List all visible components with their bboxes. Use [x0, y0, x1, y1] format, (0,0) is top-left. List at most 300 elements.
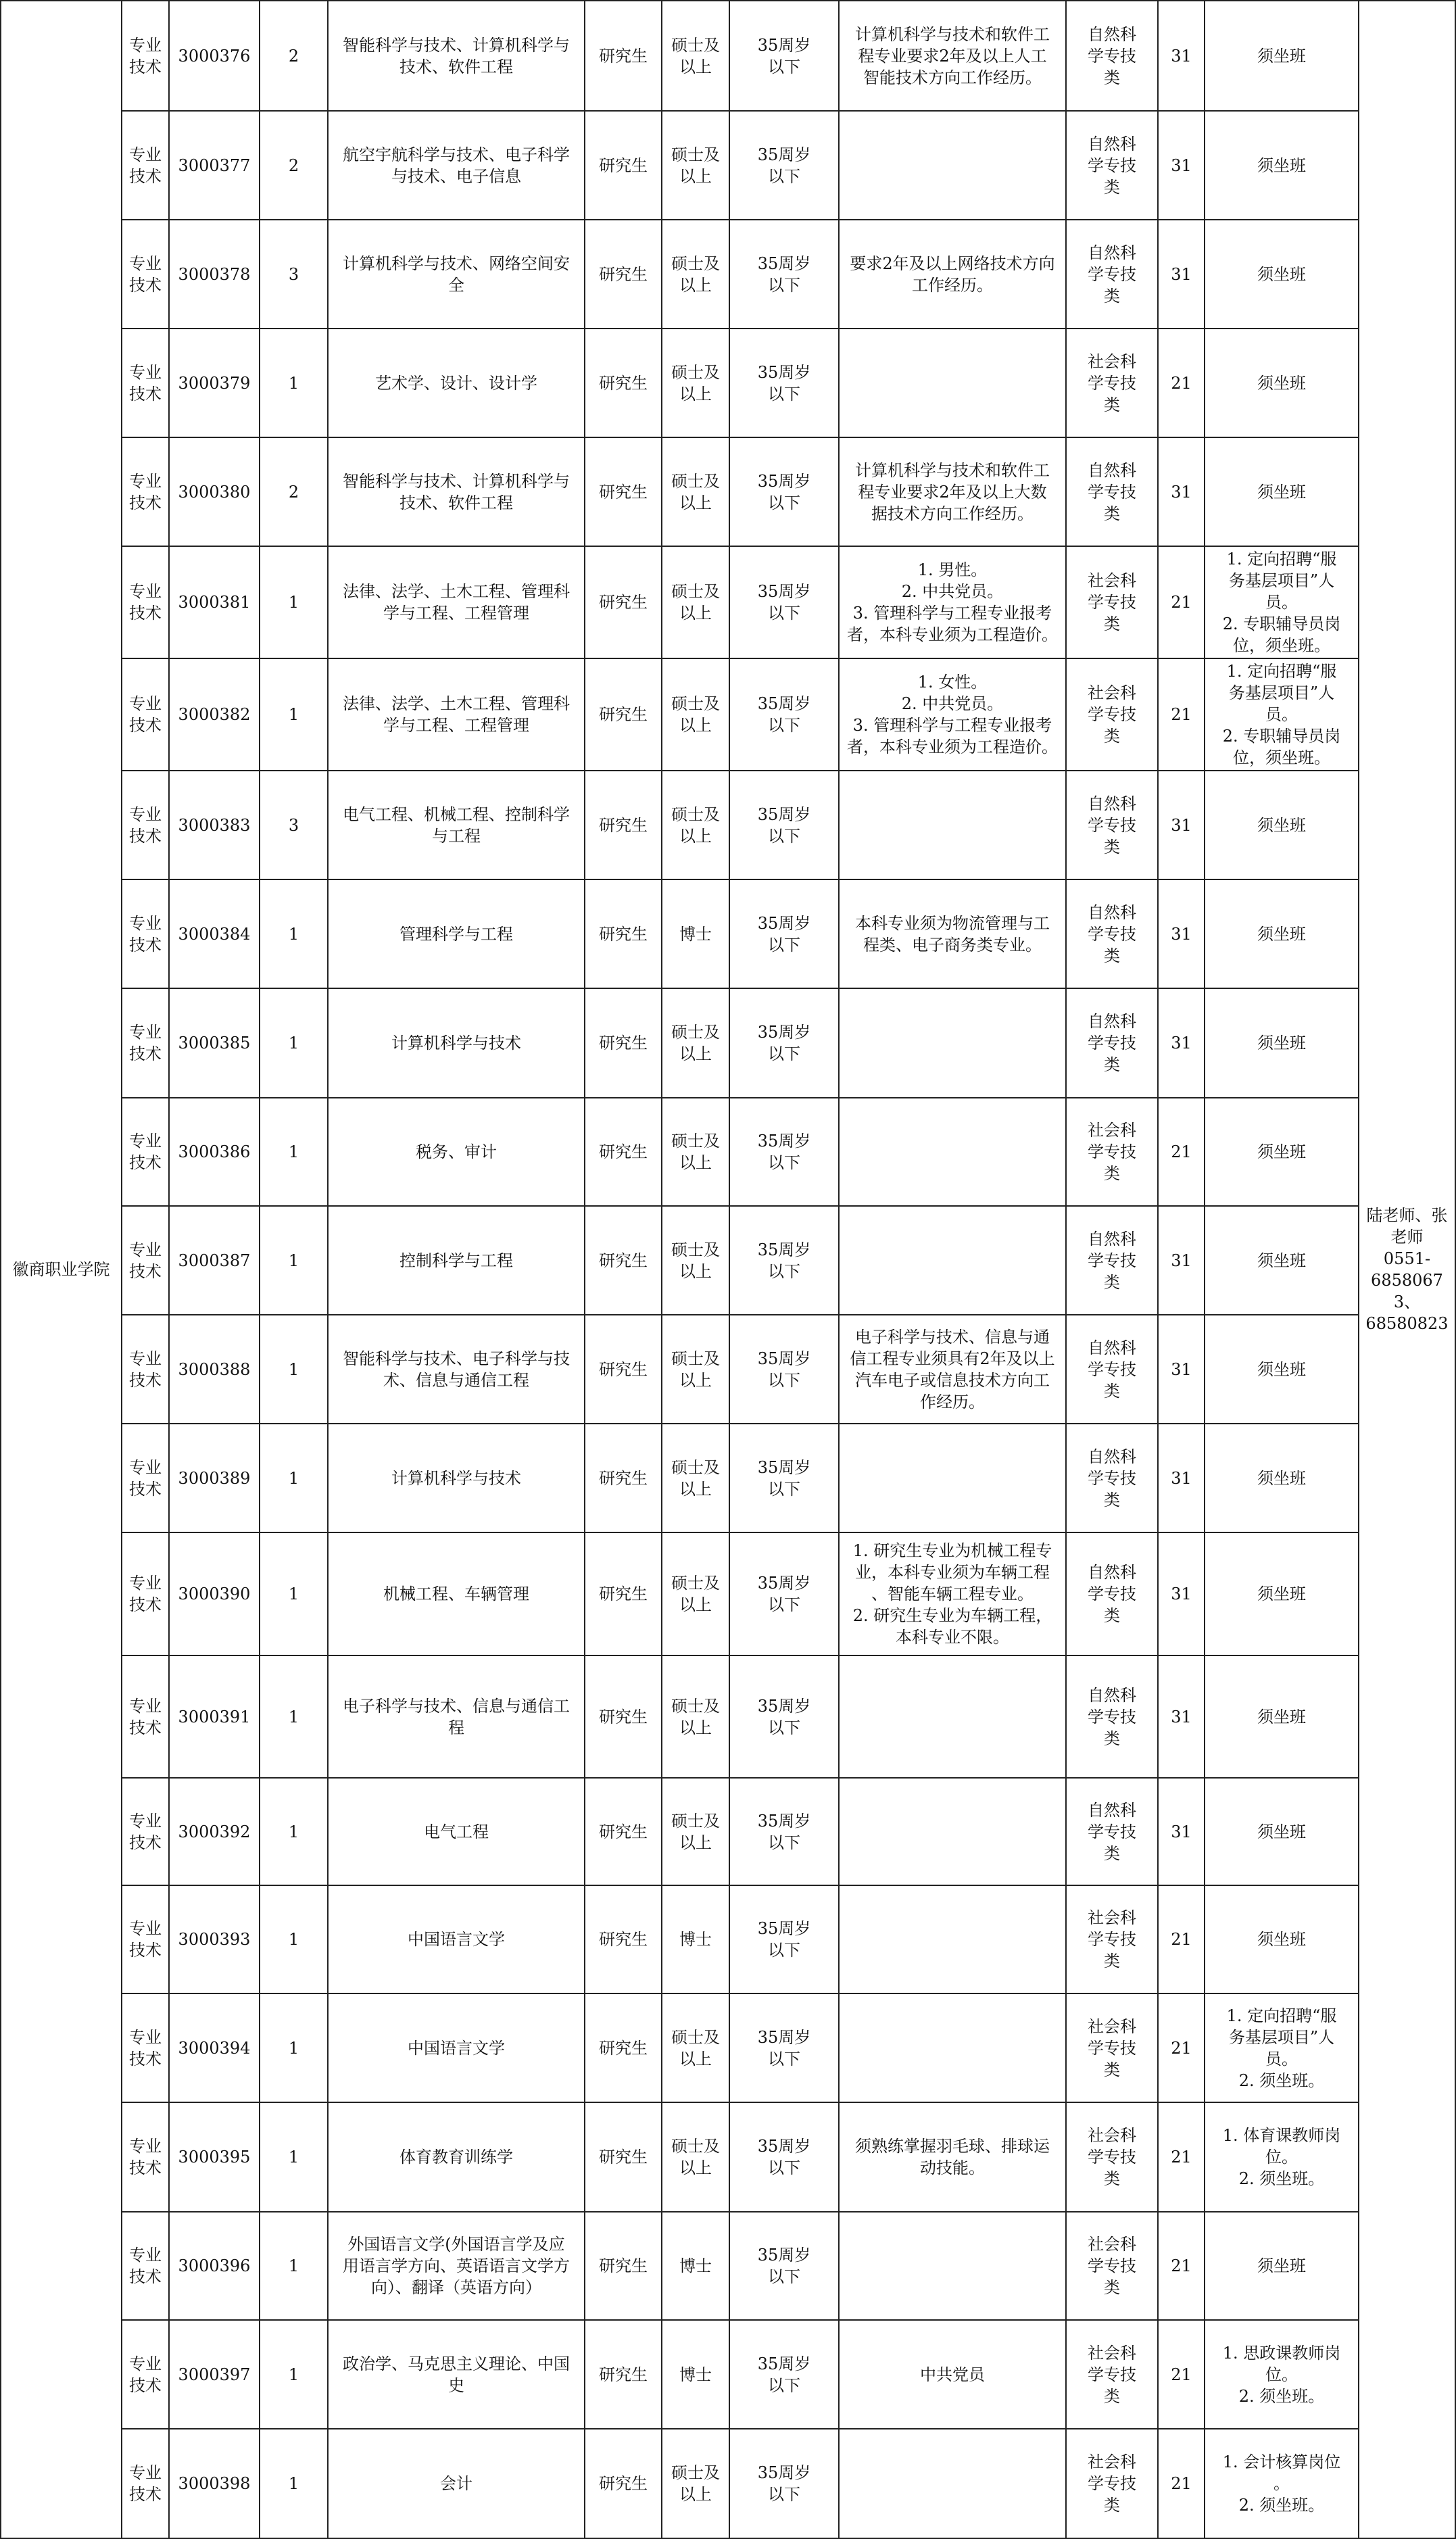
headcount-cell: 3: [260, 220, 328, 329]
exam-code-cell: 21: [1158, 2429, 1205, 2538]
other-requirements-cell: [839, 2212, 1066, 2320]
remarks-cell: [1205, 988, 1359, 1098]
headcount-cell: 1: [260, 658, 328, 771]
other-requirements-line: 汽车电子或信息技术方向工: [855, 1370, 1050, 1390]
exam-category-line: 自然科: [1088, 1447, 1136, 1466]
degree-line: 硕士及: [671, 2463, 720, 2482]
remarks-line: 1. 定向招聘“服: [1226, 662, 1337, 681]
post-type-line: 技术: [129, 2267, 162, 2286]
major-line: 术、信息与通信工程: [383, 1370, 529, 1390]
exam-category-line: 类: [1104, 614, 1120, 633]
contact-cell: [1359, 1, 1455, 2538]
exam-category-line: 学专技: [1088, 373, 1136, 393]
age-line: 35周岁: [757, 582, 811, 601]
age-cell: [729, 1778, 839, 1885]
exam-code-cell: 31: [1158, 437, 1205, 546]
remarks-line: 位，须坐班。: [1233, 748, 1330, 767]
post-type-line: 专业: [129, 145, 162, 164]
exam-category-line: 社会科: [1088, 352, 1136, 371]
degree-line: 硕士及: [671, 582, 720, 601]
post-type-cell: [122, 771, 169, 879]
post-type-line: 技术: [129, 57, 162, 76]
education-cell: 研究生: [585, 1098, 662, 1206]
age-line: 以下: [768, 1941, 800, 1960]
age-line: 以下: [768, 604, 800, 623]
major-cell: [328, 329, 585, 437]
major-line: 与工程: [432, 826, 481, 846]
other-requirements-line: 程专业要求2年及以上人工: [858, 46, 1047, 66]
table-row: [1, 1206, 1455, 1315]
post-type-line: 技术: [129, 2049, 162, 2069]
exam-category-cell: [1066, 2102, 1158, 2212]
education-cell: 研究生: [585, 1993, 662, 2102]
exam-category-cell: [1066, 111, 1158, 220]
degree-cell: [662, 1532, 729, 1655]
headcount-cell: 2: [260, 1, 328, 111]
exam-category-cell: [1066, 1885, 1158, 1993]
major-line: 会计: [440, 2474, 472, 2493]
other-requirements-cell: [839, 2429, 1066, 2538]
exam-category-line: 自然科: [1088, 1229, 1136, 1249]
major-line: 法律、法学、土木工程、管理科: [343, 582, 570, 601]
table-row: [1, 879, 1455, 988]
other-requirements-line: 本科专业须为物流管理与工: [855, 913, 1050, 933]
age-cell: [729, 2429, 839, 2538]
degree-line: 以上: [679, 1833, 712, 1852]
exam-code-cell: 31: [1158, 1532, 1205, 1655]
age-cell: [729, 1, 839, 111]
post-type-line: 技术: [129, 1833, 162, 1852]
post-type-line: 技术: [129, 2485, 162, 2504]
post-code-cell: 3000383: [169, 771, 260, 879]
major-line: 计算机科学与技术: [391, 1468, 521, 1488]
exam-category-line: 类: [1104, 2278, 1120, 2297]
exam-category-line: 自然科: [1088, 1685, 1136, 1705]
exam-category-line: 类: [1104, 946, 1120, 965]
other-requirements-line: 据技术方向工作经历。: [871, 504, 1034, 523]
age-line: 35周岁: [757, 2137, 811, 2156]
age-line: 以下: [768, 2267, 800, 2286]
exam-category-cell: [1066, 1206, 1158, 1315]
remarks-cell: [1205, 2212, 1359, 2320]
post-type-line: 技术: [129, 716, 162, 735]
age-line: 以下: [768, 1153, 800, 1172]
post-type-line: 技术: [129, 1044, 162, 1063]
post-code-cell: 3000391: [169, 1655, 260, 1778]
post-type-line: 技术: [129, 1479, 162, 1499]
exam-category-cell: [1066, 2429, 1158, 2538]
major-line: 与技术、电子信息: [391, 166, 521, 186]
contact-line: 陆老师、张: [1366, 1206, 1448, 1225]
education-cell: 研究生: [585, 1315, 662, 1424]
major-line: 中国语言文学: [408, 1930, 505, 1949]
remarks-line: 须坐班: [1257, 155, 1306, 175]
exam-code-cell: 31: [1158, 1778, 1205, 1885]
degree-line: 以上: [679, 1718, 712, 1737]
headcount-cell: 1: [260, 1655, 328, 1778]
table-body: [1, 1, 1455, 2538]
exam-code-cell: 21: [1158, 329, 1205, 437]
headcount-cell: 1: [260, 1885, 328, 1993]
age-line: 以下: [768, 275, 800, 295]
age-line: 35周岁: [757, 2027, 811, 2047]
exam-category-line: 学专技: [1088, 46, 1136, 66]
degree-cell: [662, 220, 729, 329]
age-line: 35周岁: [757, 1349, 811, 1368]
exam-code-cell: 31: [1158, 220, 1205, 329]
post-type-line: 专业: [129, 2463, 162, 2482]
education-cell: 研究生: [585, 2429, 662, 2538]
table-row: [1, 2429, 1455, 2538]
post-type-line: 技术: [129, 2375, 162, 2395]
exam-category-line: 自然科: [1088, 134, 1136, 153]
exam-category-line: 类: [1104, 2169, 1120, 2188]
degree-line: 以上: [679, 275, 712, 295]
major-line: 艺术学、设计、设计学: [375, 373, 537, 393]
age-cell: [729, 1532, 839, 1655]
exam-category-line: 类: [1104, 2496, 1120, 2515]
remarks-cell: [1205, 1885, 1359, 1993]
headcount-cell: 1: [260, 879, 328, 988]
major-line: 史: [448, 2375, 464, 2395]
degree-cell: [662, 2212, 729, 2320]
post-code-cell: 3000377: [169, 111, 260, 220]
exam-category-line: 类: [1104, 1272, 1120, 1292]
exam-category-line: 学专技: [1088, 1251, 1136, 1270]
remarks-cell: [1205, 111, 1359, 220]
education-cell: 研究生: [585, 329, 662, 437]
exam-category-line: 学专技: [1088, 593, 1136, 612]
post-type-line: 专业: [129, 2027, 162, 2047]
post-code-cell: 3000397: [169, 2320, 260, 2429]
other-requirements-cell: [839, 2102, 1066, 2212]
remarks-line: 须坐班: [1257, 2256, 1306, 2275]
major-line: 技术、软件工程: [399, 57, 513, 76]
exam-category-cell: [1066, 1655, 1158, 1778]
post-type-line: 技术: [129, 1941, 162, 1960]
age-cell: [729, 1206, 839, 1315]
age-cell: [729, 546, 839, 658]
remarks-line: 2. 专职辅导员岗: [1222, 727, 1341, 746]
major-line: 计算机科学与技术: [391, 1034, 521, 1053]
exam-category-line: 类: [1104, 395, 1120, 414]
remarks-cell: [1205, 437, 1359, 546]
exam-code-cell: 31: [1158, 1655, 1205, 1778]
table-row: [1, 1885, 1455, 1993]
degree-line: 硕士及: [671, 362, 720, 382]
post-type-cell: [122, 546, 169, 658]
contact-line: 老师: [1390, 1228, 1424, 1247]
remarks-line: 须坐班: [1257, 924, 1306, 944]
post-code-cell: 3000382: [169, 658, 260, 771]
degree-line: 硕士及: [671, 145, 720, 164]
headcount-cell: 1: [260, 1993, 328, 2102]
exam-code-cell: 21: [1158, 1098, 1205, 1206]
age-line: 35周岁: [757, 2463, 811, 2482]
major-cell: [328, 1098, 585, 1206]
headcount-cell: 1: [260, 546, 328, 658]
degree-line: 以上: [679, 1595, 712, 1614]
remarks-line: 须坐班: [1257, 1822, 1306, 1841]
education-cell: 研究生: [585, 2320, 662, 2429]
exam-category-line: 类: [1104, 68, 1120, 87]
post-type-line: 技术: [129, 493, 162, 512]
post-code-cell: 3000385: [169, 988, 260, 1098]
age-line: 35周岁: [757, 1132, 811, 1151]
other-requirements-cell: [839, 879, 1066, 988]
major-cell: [328, 2429, 585, 2538]
other-requirements-line: 工作经历。: [912, 275, 993, 295]
exam-code-cell: 31: [1158, 879, 1205, 988]
remarks-cell: [1205, 1778, 1359, 1885]
post-type-line: 专业: [129, 2354, 162, 2373]
major-line: 外国语言文学(外国语言学及应: [347, 2235, 565, 2254]
unit-name-cell: 徽商职业学院: [1, 1, 122, 2538]
other-requirements-line: 业，本科专业须为车辆工程: [855, 1563, 1050, 1582]
degree-line: 硕士及: [671, 1696, 720, 1716]
exam-category-line: 类: [1104, 1843, 1120, 1863]
post-type-cell: [122, 2102, 169, 2212]
major-line: 管理科学与工程: [399, 924, 513, 944]
age-cell: [729, 1315, 839, 1424]
age-line: 35周岁: [757, 2354, 811, 2373]
exam-category-line: 自然科: [1088, 24, 1136, 44]
other-requirements-line: 本科专业不限。: [896, 1628, 1009, 1647]
headcount-cell: 1: [260, 2320, 328, 2429]
post-type-cell: [122, 220, 169, 329]
remarks-line: 须坐班: [1257, 1585, 1306, 1603]
age-line: 35周岁: [757, 2246, 811, 2265]
remarks-line: 位。: [1265, 2365, 1298, 2384]
table-row: [1, 658, 1455, 771]
remarks-cell: [1205, 1, 1359, 111]
remarks-cell: [1205, 1098, 1359, 1206]
degree-line: 硕士及: [671, 471, 720, 491]
post-type-line: 专业: [129, 2246, 162, 2265]
table-row: [1, 546, 1455, 658]
other-requirements-cell: [839, 2320, 1066, 2429]
degree-line: 以上: [679, 1261, 712, 1281]
table-row: [1, 771, 1455, 879]
post-type-cell: [122, 111, 169, 220]
age-line: 以下: [768, 493, 800, 512]
major-cell: [328, 220, 585, 329]
education-cell: 研究生: [585, 1206, 662, 1315]
major-line: 智能科学与技术、计算机科学与: [343, 471, 570, 491]
other-requirements-line: 3. 管理科学与工程专业报考: [852, 604, 1052, 623]
other-requirements-line: 程专业要求2年及以上大数: [858, 482, 1047, 502]
major-line: 计算机科学与技术、网络空间安: [343, 253, 570, 273]
degree-line: 以上: [679, 1370, 712, 1390]
education-cell: 研究生: [585, 220, 662, 329]
age-cell: [729, 1655, 839, 1778]
post-type-line: 专业: [129, 913, 162, 933]
exam-category-cell: [1066, 1993, 1158, 2102]
post-type-line: 专业: [129, 1696, 162, 1716]
age-line: 以下: [768, 716, 800, 735]
other-requirements-cell: [839, 988, 1066, 1098]
exam-category-cell: [1066, 2320, 1158, 2429]
exam-category-line: 社会科: [1088, 1908, 1136, 1927]
other-requirements-line: 智能技术方向工作经历。: [863, 68, 1042, 87]
education-cell: 研究生: [585, 1, 662, 111]
remarks-line: 1. 定向招聘“服: [1226, 2006, 1337, 2025]
degree-line: 硕士及: [671, 2027, 720, 2047]
age-line: 35周岁: [757, 1023, 811, 1042]
degree-line: 硕士及: [671, 1349, 720, 1368]
degree-line: 以上: [679, 384, 712, 404]
remarks-line: 2. 专职辅导员岗: [1222, 614, 1341, 633]
other-requirements-cell: [839, 1778, 1066, 1885]
degree-line: 博士: [679, 2365, 712, 2384]
age-line: 35周岁: [757, 471, 811, 491]
major-cell: [328, 1993, 585, 2102]
other-requirements-line: 1. 女性。: [917, 673, 988, 692]
major-line: 机械工程、车辆管理: [383, 1585, 529, 1603]
degree-line: 硕士及: [671, 35, 720, 55]
degree-line: 以上: [679, 57, 712, 76]
exam-code-cell: 31: [1158, 1424, 1205, 1532]
major-line: 电气工程: [424, 1822, 489, 1841]
headcount-cell: 1: [260, 2212, 328, 2320]
major-cell: [328, 1206, 585, 1315]
degree-cell: [662, 329, 729, 437]
exam-category-line: 学专技: [1088, 2148, 1136, 2167]
remarks-cell: [1205, 2429, 1359, 2538]
other-requirements-line: 中共党员: [920, 2365, 985, 2384]
age-cell: [729, 329, 839, 437]
exam-code-cell: 21: [1158, 1885, 1205, 1993]
post-type-cell: [122, 1098, 169, 1206]
post-type-cell: [122, 2212, 169, 2320]
other-requirements-cell: [839, 437, 1066, 546]
age-line: 35周岁: [757, 145, 811, 164]
major-cell: [328, 2320, 585, 2429]
age-line: 35周岁: [757, 804, 811, 824]
table-row: [1, 988, 1455, 1098]
degree-line: 硕士及: [671, 1574, 720, 1593]
exam-category-line: 社会科: [1088, 2126, 1136, 2145]
exam-category-line: 类: [1104, 2060, 1120, 2079]
post-type-line: 专业: [129, 362, 162, 382]
contact-line: 68580823: [1365, 1314, 1449, 1333]
post-code-cell: 3000389: [169, 1424, 260, 1532]
post-type-line: 专业: [129, 471, 162, 491]
remarks-line: 位。: [1265, 2148, 1298, 2167]
post-type-cell: [122, 2320, 169, 2429]
exam-code-cell: 31: [1158, 771, 1205, 879]
major-cell: [328, 1, 585, 111]
degree-cell: [662, 437, 729, 546]
exam-category-line: 类: [1104, 2386, 1120, 2406]
exam-category-line: 自然科: [1088, 243, 1136, 262]
remarks-line: 务基层项目”人: [1228, 2027, 1335, 2047]
age-cell: [729, 1993, 839, 2102]
major-line: 程: [448, 1718, 464, 1737]
degree-cell: [662, 2429, 729, 2538]
remarks-line: 须坐班: [1257, 482, 1306, 502]
age-line: 35周岁: [757, 35, 811, 55]
post-code-cell: 3000384: [169, 879, 260, 988]
remarks-cell: [1205, 1206, 1359, 1315]
headcount-cell: 1: [260, 988, 328, 1098]
other-requirements-cell: [839, 1206, 1066, 1315]
degree-cell: [662, 546, 729, 658]
headcount-cell: 2: [260, 437, 328, 546]
exam-category-cell: [1066, 1, 1158, 111]
remarks-cell: [1205, 771, 1359, 879]
major-line: 全: [448, 275, 464, 295]
exam-category-line: 学专技: [1088, 1707, 1136, 1726]
post-type-line: 技术: [129, 1718, 162, 1737]
major-cell: [328, 2212, 585, 2320]
age-line: 35周岁: [757, 694, 811, 713]
other-requirements-cell: [839, 1655, 1066, 1778]
major-line: 电气工程、机械工程、控制科学: [343, 804, 570, 824]
remarks-line: 2. 须坐班。: [1238, 2071, 1325, 2090]
remarks-line: 2. 须坐班。: [1238, 2169, 1325, 2188]
degree-cell: [662, 771, 729, 879]
degree-line: 博士: [679, 924, 712, 944]
post-code-cell: 3000390: [169, 1532, 260, 1655]
exam-category-cell: [1066, 658, 1158, 771]
exam-category-line: 类: [1104, 1952, 1120, 1970]
other-requirements-line: 信工程专业须具有2年及以上: [850, 1349, 1055, 1368]
other-requirements-cell: [839, 1532, 1066, 1655]
age-line: 35周岁: [757, 362, 811, 382]
education-cell: 研究生: [585, 771, 662, 879]
degree-line: 以上: [679, 1479, 712, 1499]
exam-category-cell: [1066, 1424, 1158, 1532]
remarks-cell: [1205, 1993, 1359, 2102]
post-type-line: 技术: [129, 826, 162, 846]
exam-code-cell: 31: [1158, 111, 1205, 220]
age-line: 以下: [768, 826, 800, 846]
degree-line: 硕士及: [671, 1457, 720, 1477]
post-type-line: 专业: [129, 1919, 162, 1938]
exam-category-line: 自然科: [1088, 1800, 1136, 1820]
exam-category-cell: [1066, 771, 1158, 879]
post-type-cell: [122, 437, 169, 546]
post-code-cell: 3000395: [169, 2102, 260, 2212]
other-requirements-line: 程类、电子商务类专业。: [863, 935, 1042, 954]
degree-cell: [662, 111, 729, 220]
degree-line: 博士: [679, 2256, 712, 2275]
major-line: 中国语言文学: [408, 2038, 505, 2058]
exam-code-cell: 21: [1158, 546, 1205, 658]
other-requirements-cell: [839, 220, 1066, 329]
headcount-cell: 2: [260, 111, 328, 220]
remarks-cell: [1205, 220, 1359, 329]
remarks-line: 1. 体育课教师岗: [1222, 2126, 1341, 2145]
age-line: 以下: [768, 1261, 800, 1281]
age-line: 35周岁: [757, 1240, 811, 1259]
post-type-cell: [122, 329, 169, 437]
other-requirements-line: 1. 研究生专业为机械工程专: [852, 1541, 1052, 1560]
post-type-line: 专业: [129, 1023, 162, 1042]
post-type-line: 技术: [129, 275, 162, 295]
other-requirements-cell: [839, 1424, 1066, 1532]
major-line: 学与工程、工程管理: [383, 604, 529, 623]
major-cell: [328, 879, 585, 988]
major-line: 用语言学方向、英语语言文学方: [343, 2256, 570, 2275]
major-line: 税务、审计: [416, 1142, 497, 1161]
remarks-line: 务基层项目”人: [1228, 571, 1335, 590]
remarks-line: 须坐班: [1257, 1142, 1306, 1161]
exam-code-cell: 31: [1158, 988, 1205, 1098]
remarks-cell: [1205, 658, 1359, 771]
other-requirements-cell: [839, 329, 1066, 437]
